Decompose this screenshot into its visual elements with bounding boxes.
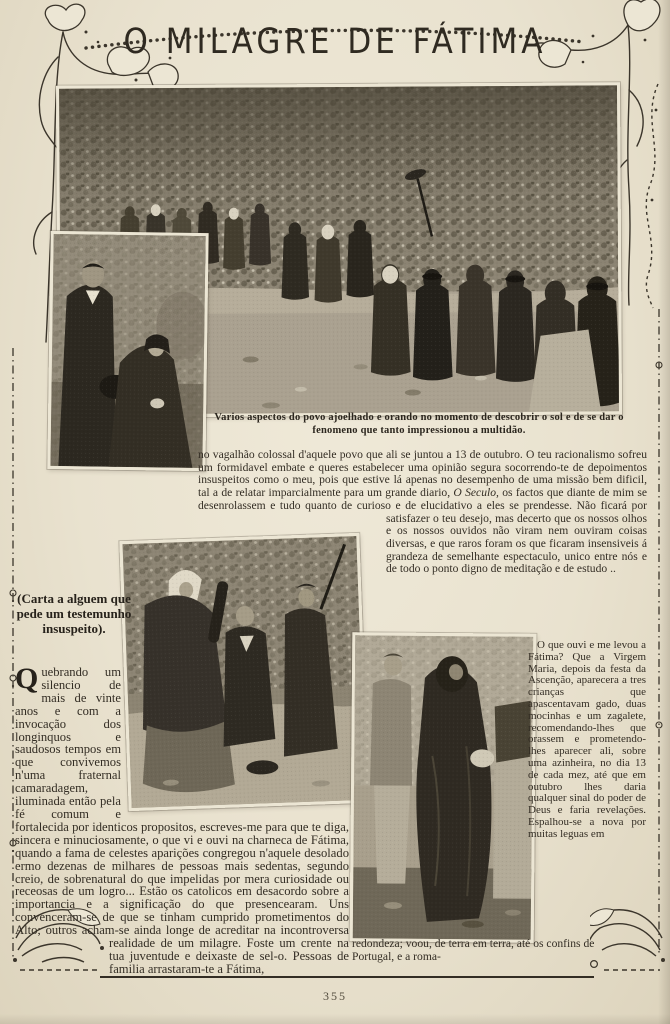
photo-caption: Varios aspectos do povo ajoelhado e orando no momento de descobrir o sol e de se dar o fenomeno que tanto impressionou a multidão. — [214, 412, 624, 436]
continuation-line: redondeza; voou, de terra em terra, até os confins de Portugal, e a roma- — [352, 937, 595, 963]
page-edge-shadow — [658, 0, 670, 1024]
page-number: 355 — [323, 989, 347, 1003]
paragraph-intro-part1: no vagalhão colossal d'aquele povo que ali se juntou a 13 de outubro. O teu racionalismo sofreu um formidavel embate e queres estabelecer uma opinião segura socorrendo-te de depoimentos insuspeitos como o meu, pois que estive lá apenas no desempenho de uma missão bem dificil, tal a de relatar imparcialmente para um grande diario, — [198, 448, 647, 500]
paragraph-intro-part3: Não ficará por satisfazer o teu desejo, mas decerto que os nossos olhos e os nossos ouvidos não viram nem ouviram coisas diversas, e que raros foram os que ficaram insensiveis á grandeza de semelhante espectaculo, unico entre nós e de todo o ponto digno de meditação e de estudo .. — [386, 498, 647, 576]
page-bottom-shadow — [0, 1014, 670, 1024]
drop-cap-initial: Q — [15, 662, 39, 695]
cloaked-figure-illustration — [353, 635, 534, 940]
letter-opening — [15, 662, 349, 1001]
floral-ornament-bottom-right — [590, 898, 666, 976]
letter-body-part2: realidade de um milagre. Foste um crente na tua juventude e deixaste de sel-o. Pessoas de familia arrastaram-te a Fátima, — [109, 936, 349, 976]
sidebar-note: (Carta a alguem que pede um testemunho insuspeito). — [16, 591, 132, 636]
photo-cloaked-figure — [350, 632, 537, 943]
paragraph-intro-part2: os factos que diante de mim se desenrolassem e tudo quanto de curioso e de elucidativo a eles se prendesse. — [198, 486, 647, 512]
right-column: O que ouvi e me levou a Fátima? Que a Virgem Maria, depois da festa da Ascenção, aparecera a tres crianças que apascentavam gado, duas mocinhas e um zagalete, recomendando-lhes que orassem e prometendo-lhes aparecer ali, sobre uma azinheira, no dia 13 de cada mez, até que em outubro lhes daria qualquer sinal do poder de Deus e faria revelações. Espalhou-se a nova por muitas leguas em — [528, 639, 646, 840]
photo-wrap-spacer-right — [121, 666, 349, 808]
letter-body-part1: uebrando um silencio de mais de vinte anos e com a invocação dos longinquos e saudosos tempos em que convivemos n'uma fraternal camaradagem, iluminada então pela fé comum e fortalecida por identicos propositos, escreves-me para que te diga, sincera e minuciosamente, o que vi e ouvi na charneca de Fátima, quando a fama de celestes aparições congregou n'aquele desolado ermo dezenas de milhares de pessoas mais sedentas, segundo creio, de sobrenatural do que impelidas por mera curiosidade ou receosas de um logro... Estão os catolicos em desacordo sobre a importancia e a significação do que presencearam. Uns convenceram-se de que se tinham cumprido prometimentos do Alto; outros acham-se ainda longe de acreditar na incontroversa — [15, 665, 349, 938]
publication-name: O Seculo, — [453, 486, 499, 500]
page-title: O MILAGRE DE FÁTIMA — [123, 21, 547, 63]
standing-pair-illustration — [50, 234, 205, 468]
photo-standing-pair — [47, 231, 208, 471]
